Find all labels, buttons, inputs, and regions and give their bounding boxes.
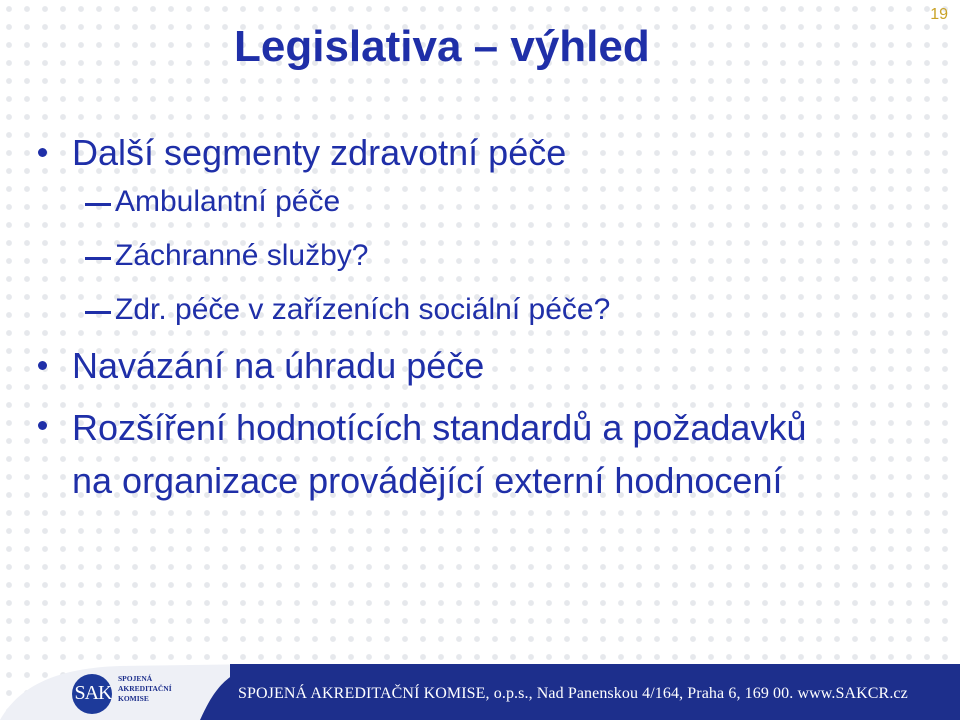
sub-item <box>115 283 960 337</box>
sub-item <box>115 229 960 283</box>
logo-line: AKREDITAČNÍ <box>118 684 172 693</box>
logo-line: KOMISE <box>118 694 149 703</box>
slide-content <box>0 128 960 507</box>
bullet-item <box>72 401 812 507</box>
bullet-item <box>72 341 812 391</box>
slide-title: Legislativa – výhled <box>234 22 650 71</box>
footer <box>0 664 960 720</box>
slide-number: 19 <box>930 6 948 23</box>
logo-text <box>118 674 172 704</box>
bullet-dot-icon <box>38 421 47 430</box>
logo-line: SPOJENÁ <box>118 674 153 683</box>
dash-icon <box>85 257 111 260</box>
bullet-text: Další segmenty zdravotní péče <box>72 132 567 173</box>
sub-item-text: Záchranné služby? <box>115 239 369 272</box>
sak-logo <box>72 672 192 716</box>
bullet-text: Rozšíření hodnotících standardů a požadavků na organizace provádějící externí hodnocení <box>72 407 807 501</box>
sub-item-text: Ambulantní péče <box>115 185 341 218</box>
dash-icon <box>85 311 111 314</box>
bullet-text: Navázání na úhradu péče <box>72 345 485 386</box>
bullet-dot-icon <box>38 361 47 370</box>
logo-letters: SAK <box>74 682 112 704</box>
dash-icon <box>85 203 111 206</box>
bullet-dot-icon <box>38 148 47 157</box>
sub-item-text: Zdr. péče v zařízeních sociální péče? <box>115 293 611 326</box>
bullet-item <box>72 128 812 178</box>
sub-item <box>115 175 960 229</box>
footer-address: SPOJENÁ AKREDITAČNÍ KOMISE, o.p.s., Nad Panenskou 4/164, Praha 6, 169 00. www.SAKCR.cz <box>238 685 908 702</box>
